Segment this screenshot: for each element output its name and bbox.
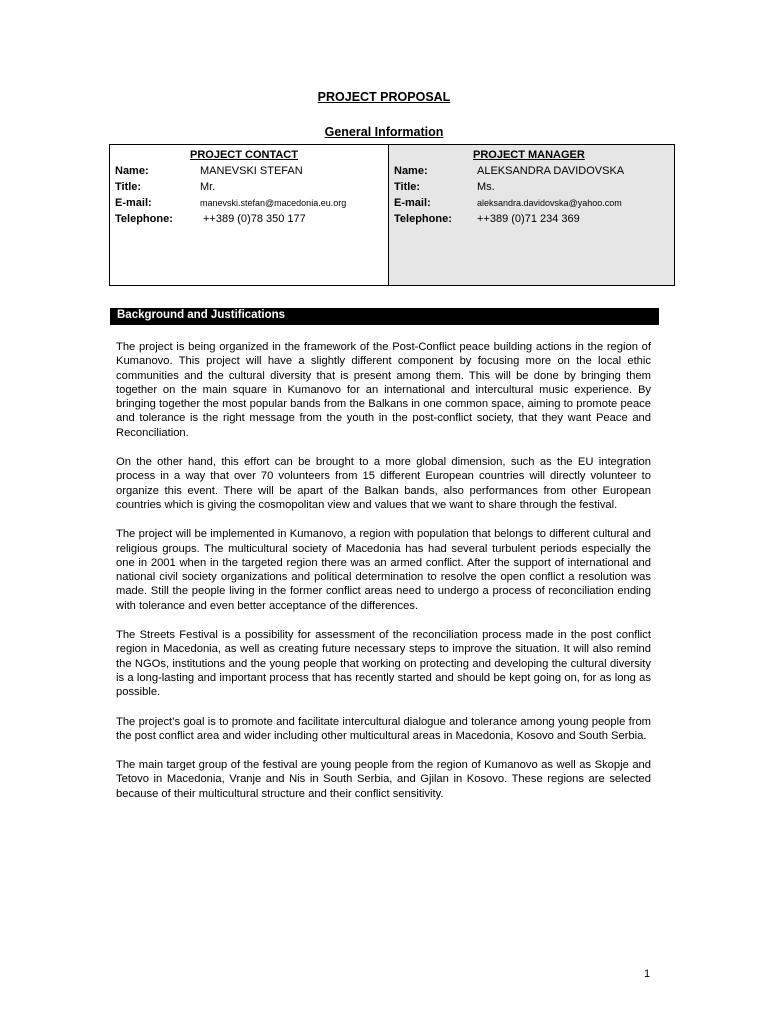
- contact-name-value: MANEVSKI STEFAN: [200, 165, 303, 177]
- paragraph: The project is being organized in the framework of the Post-Conflict peace building actions in the region of Kumanovo. This project will have a slightly different component by focusing more on the local ethic communities and the cultural diversity that is present among them. This will be done by bringing them together on the main square in Kumanovo for an international and intercultural music experience. By bringing together the most popular bands from the Balkans in one common space, aiming to promote peace and tolerance is the right message from the youth in the post-conflict society, that they want Peace and Reconciliation.: [116, 341, 651, 439]
- project-contact-heading: PROJECT CONTACT: [190, 149, 298, 161]
- manager-email-value[interactable]: aleksandra.davidovska@yahoo.com: [477, 198, 622, 208]
- background-body: [116, 340, 651, 816]
- project-manager-heading: PROJECT MANAGER: [473, 149, 585, 161]
- document-title: PROJECT PROPOSAL: [317, 90, 451, 104]
- manager-telephone-label: Telephone:: [394, 213, 452, 225]
- contact-email-label: E-mail:: [115, 197, 152, 209]
- manager-title-label: Title:: [394, 181, 421, 193]
- project-manager-column: [389, 145, 674, 285]
- manager-email-label: E-mail:: [394, 197, 431, 209]
- general-information-heading: General Information: [324, 125, 444, 139]
- contact-telephone-value: ++389 (0)78 350 177: [203, 213, 306, 225]
- contact-title-row: [115, 181, 385, 195]
- contact-title-label: Title:: [115, 181, 142, 193]
- contact-title-value: Mr.: [200, 181, 216, 193]
- contact-name-label: Name:: [115, 165, 149, 177]
- contact-email-value[interactable]: manevski.stefan@macedonia.eu.org: [200, 198, 347, 208]
- paragraph: On the other hand, this effort can be brought to a more global dimension, such as the EU integration process in a way that over 70 volunteers from 15 different European countries will directly volunteer to organize this event. There will be apart of the Balkan bands, also performances from other European countries which is giving the cosmopolitan view and values that we want to share through the festival.: [116, 456, 651, 511]
- paragraph: The Streets Festival is a possibility for assessment of the reconciliation process made in the post conflict region in Macedonia, as well as creating future necessary steps to improve the situation. It will also remind the NGOs, institutions and the young people that working on protecting and developing the cultural diversity is a long-lasting and important process that has recently started and should be kept going on, for as long as possible.: [116, 629, 651, 699]
- contact-email-row: [115, 197, 385, 211]
- manager-name-value: ALEKSANDRA DAVIDOVSKA: [477, 165, 625, 177]
- paragraph: The project’s goal is to promote and facilitate intercultural dialogue and tolerance among young people from the post conflict area and wider including other multicultural areas in Macedonia, Kosovo and South Serbia.: [116, 715, 651, 742]
- manager-email-row: [394, 197, 664, 211]
- paragraph: The main target group of the festival are young people from the region of Kumanovo as well as Skopje and Tetovo in Macedonia, Vranje and Nis in South Serbia, and Gjilan in Kosovo. These regions are selected because of their multicultural structure and their conflict sensitivity.: [116, 759, 651, 800]
- manager-name-label: Name:: [394, 165, 428, 177]
- project-contact-column: [110, 145, 389, 285]
- contact-info-table: [109, 144, 675, 286]
- contact-telephone-row: [115, 213, 385, 227]
- page-number: 1: [644, 968, 651, 980]
- manager-telephone-row: [394, 213, 664, 227]
- manager-telephone-value: ++389 (0)71 234 369: [477, 213, 580, 225]
- paragraph: The project will be implemented in Kumanovo, a region with population that belongs to different cultural and religious groups. The multicultural society of Macedonia has had several turbulent periods especially the one in 2001 when in the targeted region there was an armed conflict. After the support of international and national civil society organizations and political determination to resolve the open conflict a resolution was made. Still the people living in the former conflict areas need to undergo a process of reconciliation ending with tolerance and even better acceptance of the differences.: [116, 528, 651, 612]
- background-section-heading: Background and Justifications: [110, 308, 659, 325]
- manager-title-row: [394, 181, 664, 195]
- manager-title-value: Ms.: [477, 181, 495, 193]
- manager-name-row: [394, 165, 664, 179]
- contact-telephone-label: Telephone:: [115, 213, 173, 225]
- contact-name-row: [115, 165, 385, 179]
